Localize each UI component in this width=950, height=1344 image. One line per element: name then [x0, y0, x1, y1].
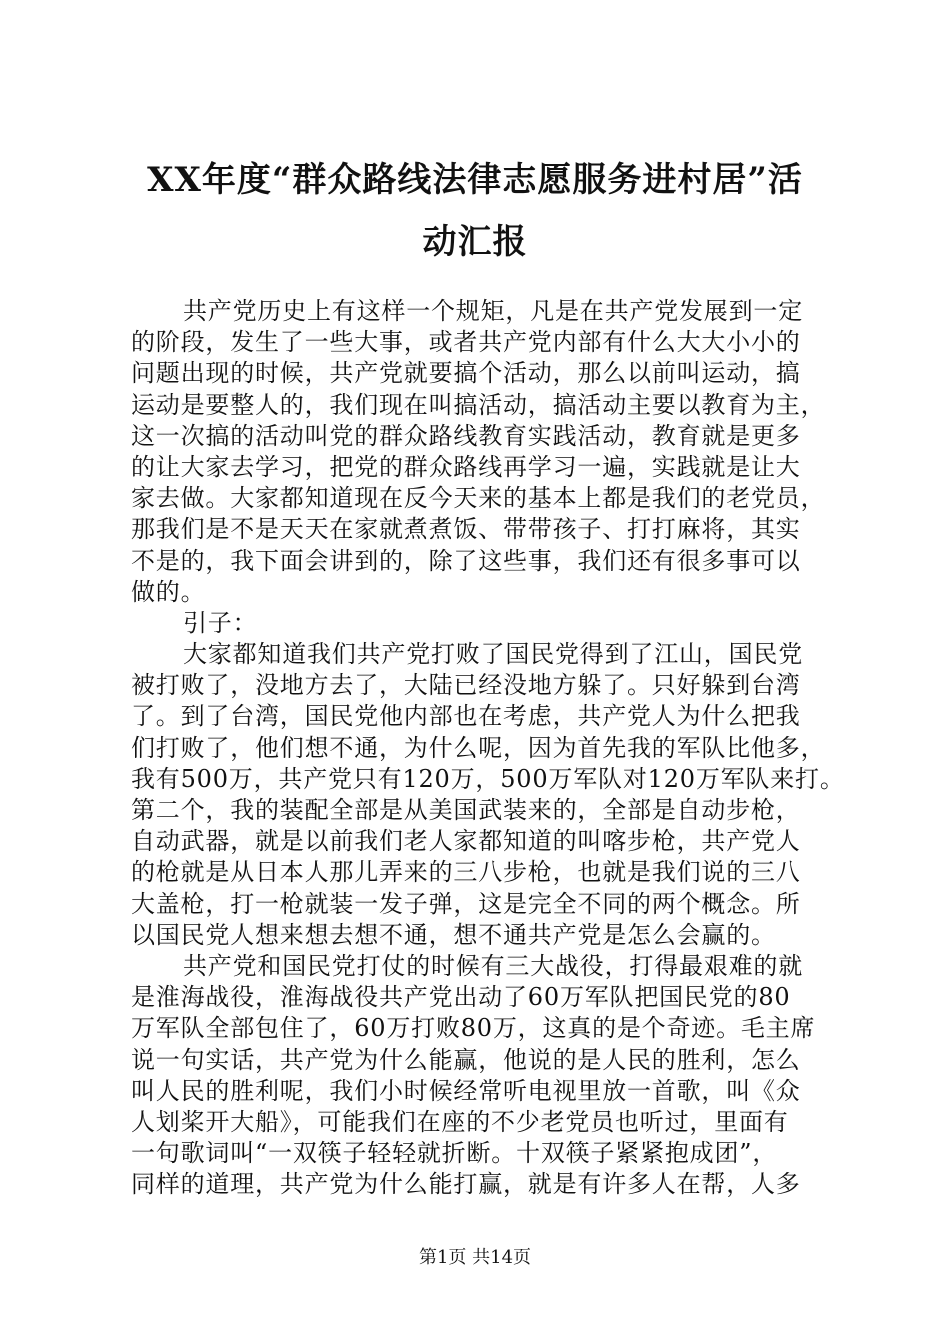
paragraph-line: 大家都知道我们共产党打败了国民党得到了江山，国民党: [183, 640, 803, 669]
paragraph-line: 共产党历史上有这样一个规矩，凡是在共产党发展到一定: [183, 297, 803, 325]
paragraph-line: 共产党和国民党打仗的时候有三大战役，打得最艰难的就: [183, 951, 803, 980]
paragraph-line: 这一次搞的活动叫党的群众路线教育实践活动，教育就是更多: [131, 421, 801, 450]
paragraph-line: 了。到了台湾，国民党他内部也在考虑，共产党人为什么把我: [131, 702, 801, 731]
paragraph-line: 同样的道理，共产党为什么能打赢，就是有许多人在帮，人多: [131, 1170, 801, 1199]
document-body: [131, 296, 845, 1200]
paragraph-line: 我有500万，共产党只有120万，500万军队对120万军队来打。: [131, 764, 845, 793]
paragraph-line: 人划桨开大船》，可能我们在座的不少老党员也听过，里面有: [131, 1107, 789, 1136]
paragraph-line: 做的。: [131, 577, 206, 606]
paragraph-line: 的枪就是从日本人那儿弄来的三八步枪，也就是我们说的三八: [131, 858, 801, 887]
page-number-footer: 第1页 共14页: [418, 1247, 532, 1268]
paragraph-line: 第二个，我的装配全部是从美国武装来的，全部是自动步枪，: [131, 796, 801, 824]
paragraph-line: 说一句实话，共产党为什么能赢，他说的是人民的胜利，怎么: [131, 1045, 801, 1074]
paragraph-line: 叫人民的胜利呢，我们小时候经常听电视里放一首歌，叫《众: [131, 1076, 801, 1105]
document-title-line-1: XX年度“群众路线法律志愿服务进村居”活: [147, 160, 803, 200]
paragraph-line: 问题出现的时候，共产党就要搞个活动，那么以前叫运动，搞: [131, 359, 801, 388]
paragraph-line: 万军队全部包住了，60万打败80万，这真的是个奇迹。毛主席: [131, 1014, 816, 1043]
paragraph-line: 的让大家去学习，把党的群众路线再学习一遍，实践就是让大: [131, 452, 801, 481]
paragraph-line: 不是的，我下面会讲到的，除了这些事，我们还有很多事可以: [131, 546, 801, 575]
paragraph-line: 以国民党人想来想去想不通，想不通共产党是怎么会赢的。: [131, 920, 776, 949]
paragraph-line: 那我们是不是天天在家就煮煮饭、带带孩子、打打麻将，其实: [131, 515, 801, 544]
paragraph-line: 运动是要整人的，我们现在叫搞活动，搞活动主要以教育为主，: [131, 390, 826, 419]
paragraph-line: 是淮海战役，淮海战役共产党出动了60万军队把国民党的80: [131, 983, 791, 1012]
paragraph-line: 自动武器，就是以前我们老人家都知道的叫喀步枪，共产党人: [131, 827, 801, 856]
document-title-line-2: 动汇报: [422, 222, 528, 262]
paragraph-line: 一句歌词叫“一双筷子轻轻就折断。十双筷子紧紧抱成团”，: [131, 1139, 778, 1168]
paragraph-line: 的阶段，发生了一些大事，或者共产党内部有什么大大小小的: [131, 328, 801, 357]
paragraph-line: 大盖枪，打一枪就装一发子弹，这是完全不同的两个概念。所: [131, 889, 801, 918]
paragraph-line: 们打败了，他们想不通，为什么呢，因为首先我的军队比他多，: [131, 733, 826, 762]
section-heading-line: 引子：: [183, 608, 258, 637]
paragraph-line: 被打败了，没地方去了，大陆已经没地方躲了。只好躲到台湾: [131, 671, 801, 700]
paragraph-line: 家去做。大家都知道现在反今天来的基本上都是我们的老党员，: [131, 484, 826, 513]
